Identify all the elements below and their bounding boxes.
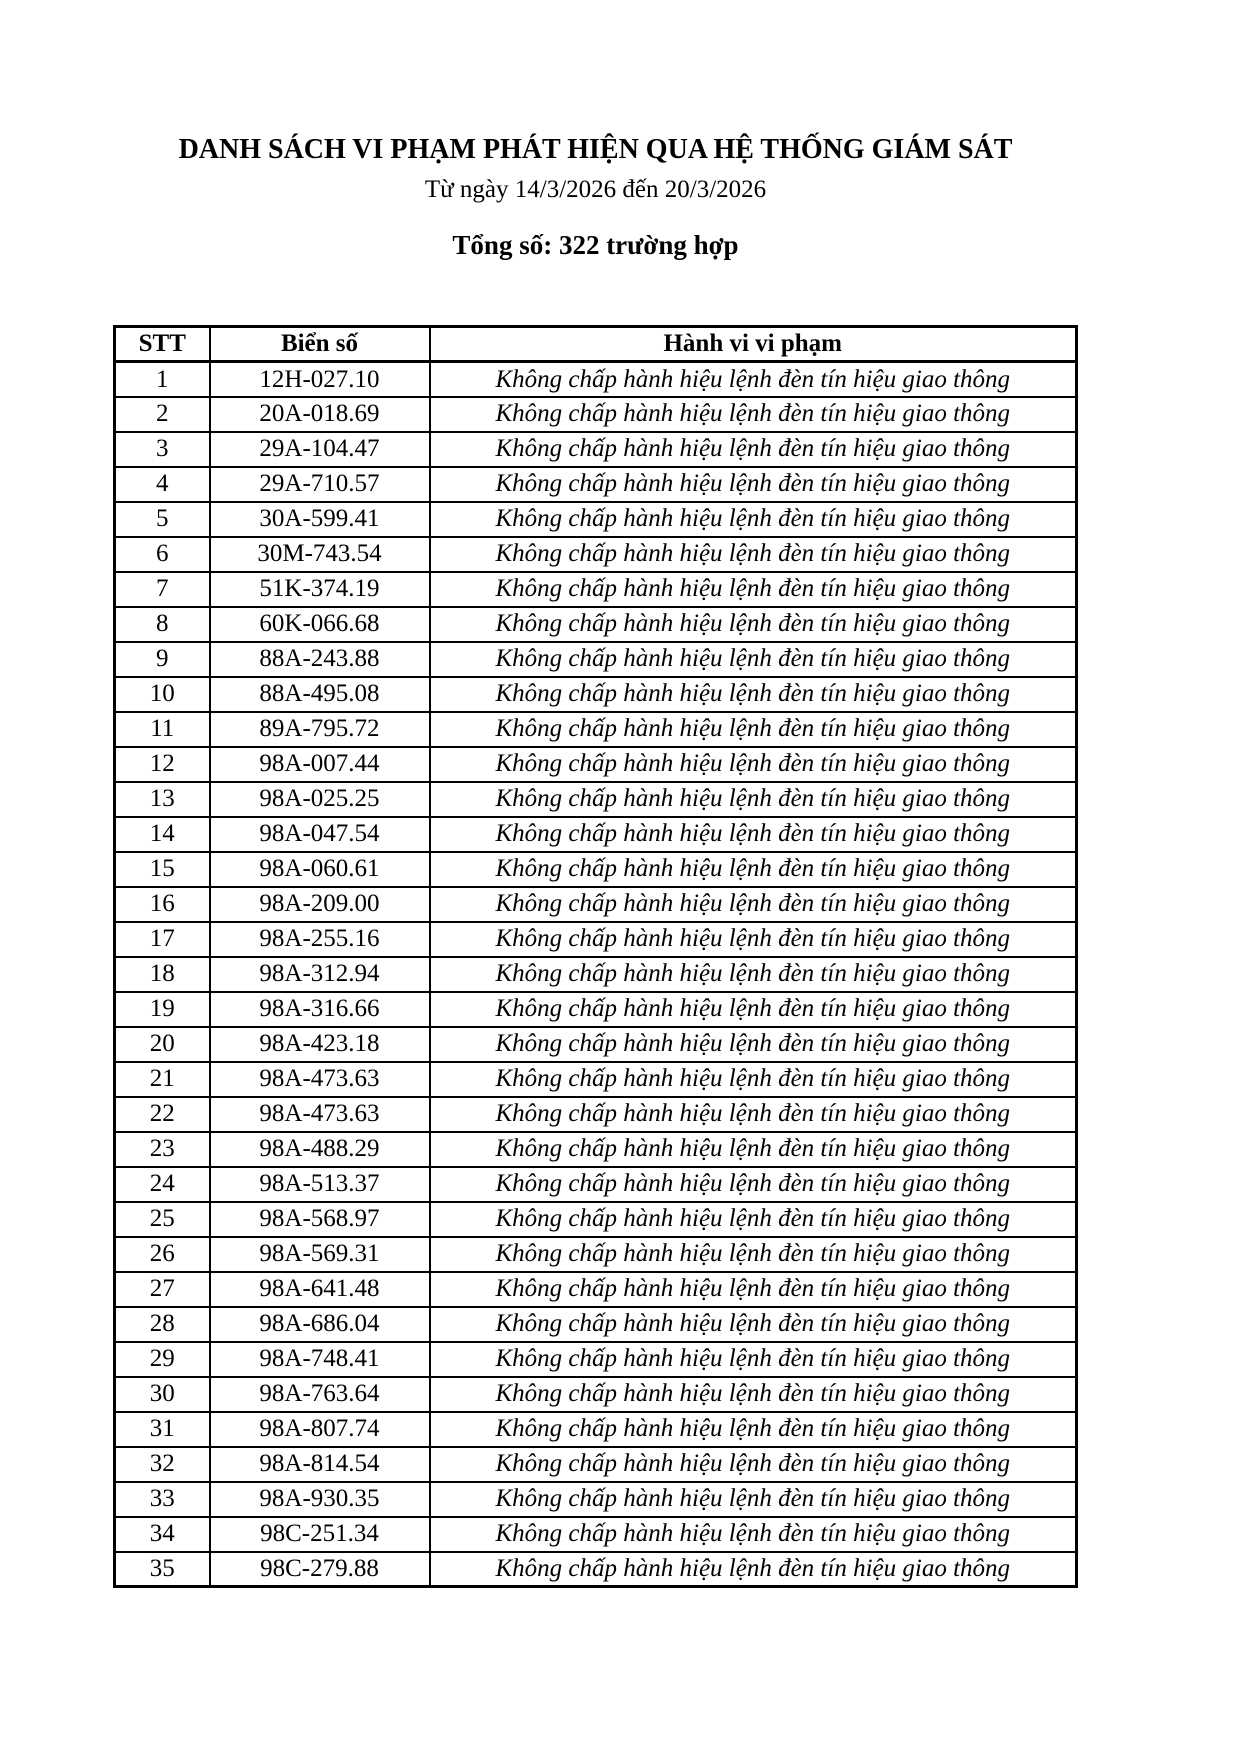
row-violation: Không chấp hành hiệu lệnh đèn tín hiệu giao thông [430, 1062, 1077, 1097]
table-row [115, 502, 1077, 537]
row-plate: 98A-047.54 [210, 817, 430, 852]
row-plate: 98A-686.04 [210, 1307, 430, 1342]
row-plate: 12H-027.10 [210, 362, 430, 397]
row-plate: 98A-513.37 [210, 1167, 430, 1202]
row-plate: 89A-795.72 [210, 712, 430, 747]
row-violation: Không chấp hành hiệu lệnh đèn tín hiệu giao thông [430, 1412, 1077, 1447]
row-violation: Không chấp hành hiệu lệnh đèn tín hiệu giao thông [430, 992, 1077, 1027]
row-stt: 19 [115, 992, 210, 1027]
table-body [115, 362, 1077, 1587]
table-row [115, 677, 1077, 712]
row-violation: Không chấp hành hiệu lệnh đèn tín hiệu giao thông [430, 1447, 1077, 1482]
table-row [115, 887, 1077, 922]
row-plate: 88A-495.08 [210, 677, 430, 712]
row-stt: 13 [115, 782, 210, 817]
row-violation: Không chấp hành hiệu lệnh đèn tín hiệu giao thông [430, 1027, 1077, 1062]
table-row [115, 1027, 1077, 1062]
row-stt: 20 [115, 1027, 210, 1062]
row-stt: 14 [115, 817, 210, 852]
row-plate: 98A-748.41 [210, 1342, 430, 1377]
row-plate: 30M-743.54 [210, 537, 430, 572]
table-row [115, 607, 1077, 642]
table-row [115, 572, 1077, 607]
row-violation: Không chấp hành hiệu lệnh đèn tín hiệu giao thông [430, 852, 1077, 887]
table-row [115, 1202, 1077, 1237]
table-row [115, 1237, 1077, 1272]
table-row [115, 1412, 1077, 1447]
row-violation: Không chấp hành hiệu lệnh đèn tín hiệu giao thông [430, 1202, 1077, 1237]
row-plate: 98A-763.64 [210, 1377, 430, 1412]
row-stt: 25 [115, 1202, 210, 1237]
row-stt: 3 [115, 432, 210, 467]
row-stt: 22 [115, 1097, 210, 1132]
table-row [115, 817, 1077, 852]
row-plate: 98A-209.00 [210, 887, 430, 922]
row-plate: 98A-473.63 [210, 1062, 430, 1097]
table-row [115, 537, 1077, 572]
row-violation: Không chấp hành hiệu lệnh đèn tín hiệu giao thông [430, 607, 1077, 642]
row-stt: 32 [115, 1447, 210, 1482]
table-row [115, 712, 1077, 747]
column-header-violation: Hành vi vi phạm [430, 327, 1077, 362]
row-violation: Không chấp hành hiệu lệnh đèn tín hiệu giao thông [430, 1237, 1077, 1272]
row-plate: 30A-599.41 [210, 502, 430, 537]
row-plate: 98A-025.25 [210, 782, 430, 817]
row-violation: Không chấp hành hiệu lệnh đèn tín hiệu giao thông [430, 397, 1077, 432]
total-count: Tổng số: 322 trường hợp [452, 230, 739, 260]
table-row [115, 852, 1077, 887]
row-stt: 26 [115, 1237, 210, 1272]
row-stt: 34 [115, 1517, 210, 1552]
row-stt: 2 [115, 397, 210, 432]
row-stt: 7 [115, 572, 210, 607]
document-content [113, 0, 1078, 1588]
row-stt: 35 [115, 1552, 210, 1587]
row-stt: 4 [115, 467, 210, 502]
table-row [115, 922, 1077, 957]
table-row [115, 1167, 1077, 1202]
row-violation: Không chấp hành hiệu lệnh đèn tín hiệu giao thông [430, 922, 1077, 957]
row-violation: Không chấp hành hiệu lệnh đèn tín hiệu giao thông [430, 712, 1077, 747]
row-violation: Không chấp hành hiệu lệnh đèn tín hiệu giao thông [430, 1482, 1077, 1517]
row-violation: Không chấp hành hiệu lệnh đèn tín hiệu giao thông [430, 1377, 1077, 1412]
table-row [115, 1272, 1077, 1307]
row-plate: 98A-641.48 [210, 1272, 430, 1307]
row-violation: Không chấp hành hiệu lệnh đèn tín hiệu giao thông [430, 1132, 1077, 1167]
row-plate: 98A-488.29 [210, 1132, 430, 1167]
row-violation: Không chấp hành hiệu lệnh đèn tín hiệu giao thông [430, 1097, 1077, 1132]
row-stt: 21 [115, 1062, 210, 1097]
row-violation: Không chấp hành hiệu lệnh đèn tín hiệu giao thông [430, 1552, 1077, 1587]
table-row [115, 957, 1077, 992]
row-stt: 15 [115, 852, 210, 887]
row-plate: 98C-251.34 [210, 1517, 430, 1552]
table-row [115, 397, 1077, 432]
table-row [115, 1552, 1077, 1587]
row-violation: Không chấp hành hiệu lệnh đèn tín hiệu giao thông [430, 1272, 1077, 1307]
row-violation: Không chấp hành hiệu lệnh đèn tín hiệu giao thông [430, 957, 1077, 992]
table-row [115, 1447, 1077, 1482]
row-violation: Không chấp hành hiệu lệnh đèn tín hiệu giao thông [430, 432, 1077, 467]
row-stt: 6 [115, 537, 210, 572]
table-row [115, 747, 1077, 782]
row-violation: Không chấp hành hiệu lệnh đèn tín hiệu giao thông [430, 572, 1077, 607]
row-stt: 23 [115, 1132, 210, 1167]
row-plate: 20A-018.69 [210, 397, 430, 432]
row-plate: 51K-374.19 [210, 572, 430, 607]
table-row [115, 642, 1077, 677]
table-row [115, 362, 1077, 397]
row-stt: 8 [115, 607, 210, 642]
row-plate: 98A-316.66 [210, 992, 430, 1027]
row-violation: Không chấp hành hiệu lệnh đèn tín hiệu giao thông [430, 1517, 1077, 1552]
row-plate: 98A-255.16 [210, 922, 430, 957]
row-stt: 1 [115, 362, 210, 397]
row-violation: Không chấp hành hiệu lệnh đèn tín hiệu giao thông [430, 817, 1077, 852]
row-plate: 98A-568.97 [210, 1202, 430, 1237]
row-violation: Không chấp hành hiệu lệnh đèn tín hiệu giao thông [430, 467, 1077, 502]
row-plate: 29A-104.47 [210, 432, 430, 467]
table-row [115, 432, 1077, 467]
table-row [115, 467, 1077, 502]
row-stt: 33 [115, 1482, 210, 1517]
violations-table [113, 325, 1078, 1588]
table-row [115, 782, 1077, 817]
document-title: DANH SÁCH VI PHẠM PHÁT HIỆN QUA HỆ THỐNG GIÁM SÁT [178, 134, 1013, 165]
row-violation: Không chấp hành hiệu lệnh đèn tín hiệu giao thông [430, 887, 1077, 922]
row-stt: 18 [115, 957, 210, 992]
row-stt: 24 [115, 1167, 210, 1202]
row-violation: Không chấp hành hiệu lệnh đèn tín hiệu giao thông [430, 1167, 1077, 1202]
row-violation: Không chấp hành hiệu lệnh đèn tín hiệu giao thông [430, 677, 1077, 712]
row-plate: 98A-807.74 [210, 1412, 430, 1447]
row-plate: 98A-473.63 [210, 1097, 430, 1132]
row-violation: Không chấp hành hiệu lệnh đèn tín hiệu giao thông [430, 642, 1077, 677]
row-plate: 98A-814.54 [210, 1447, 430, 1482]
table-row [115, 1132, 1077, 1167]
row-stt: 5 [115, 502, 210, 537]
row-plate: 98A-312.94 [210, 957, 430, 992]
table-row [115, 1097, 1077, 1132]
row-stt: 31 [115, 1412, 210, 1447]
row-violation: Không chấp hành hiệu lệnh đèn tín hiệu giao thông [430, 1307, 1077, 1342]
row-stt: 16 [115, 887, 210, 922]
row-plate: 98A-007.44 [210, 747, 430, 782]
row-stt: 30 [115, 1377, 210, 1412]
table-row [115, 1307, 1077, 1342]
row-violation: Không chấp hành hiệu lệnh đèn tín hiệu giao thông [430, 782, 1077, 817]
table-row [115, 1342, 1077, 1377]
row-stt: 27 [115, 1272, 210, 1307]
column-header-plate: Biển số [210, 327, 430, 362]
column-header-stt: STT [115, 327, 210, 362]
table-row [115, 1377, 1077, 1412]
table-row [115, 992, 1077, 1027]
row-plate: 98A-060.61 [210, 852, 430, 887]
table-header-row [115, 327, 1077, 362]
row-plate: 98A-930.35 [210, 1482, 430, 1517]
row-plate: 98A-423.18 [210, 1027, 430, 1062]
row-plate: 98C-279.88 [210, 1552, 430, 1587]
row-stt: 11 [115, 712, 210, 747]
table-row [115, 1482, 1077, 1517]
row-stt: 12 [115, 747, 210, 782]
row-plate: 60K-066.68 [210, 607, 430, 642]
row-plate: 88A-243.88 [210, 642, 430, 677]
table-row [115, 1062, 1077, 1097]
row-violation: Không chấp hành hiệu lệnh đèn tín hiệu giao thông [430, 502, 1077, 537]
row-stt: 9 [115, 642, 210, 677]
row-stt: 10 [115, 677, 210, 712]
date-range: Từ ngày 14/3/2026 đến 20/3/2026 [424, 176, 767, 203]
row-stt: 28 [115, 1307, 210, 1342]
row-violation: Không chấp hành hiệu lệnh đèn tín hiệu giao thông [430, 537, 1077, 572]
row-violation: Không chấp hành hiệu lệnh đèn tín hiệu giao thông [430, 747, 1077, 782]
row-plate: 98A-569.31 [210, 1237, 430, 1272]
table-row [115, 1517, 1077, 1552]
row-violation: Không chấp hành hiệu lệnh đèn tín hiệu giao thông [430, 362, 1077, 397]
row-stt: 29 [115, 1342, 210, 1377]
row-stt: 17 [115, 922, 210, 957]
row-plate: 29A-710.57 [210, 467, 430, 502]
row-violation: Không chấp hành hiệu lệnh đèn tín hiệu giao thông [430, 1342, 1077, 1377]
